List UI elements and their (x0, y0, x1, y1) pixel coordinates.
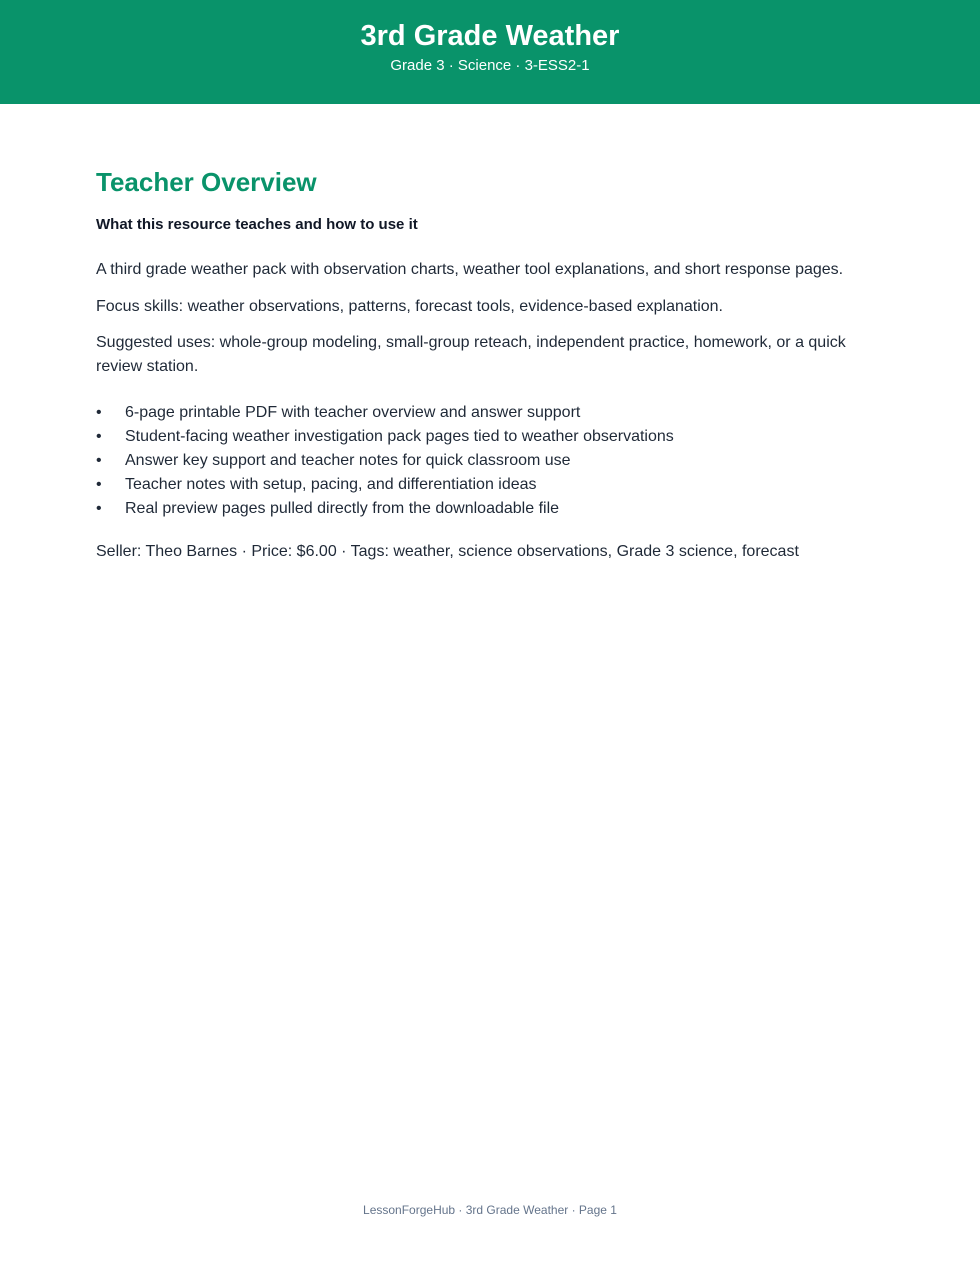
list-item-text: Teacher notes with setup, pacing, and differentiation ideas (125, 476, 537, 493)
list-item-text: 6-page printable PDF with teacher overview and answer support (125, 404, 581, 421)
list-item (96, 425, 896, 449)
list-item (96, 449, 896, 473)
list-item-text: Student-facing weather investigation pack pages tied to weather observations (125, 428, 674, 445)
list-item (96, 473, 896, 497)
list-item (96, 401, 896, 425)
document-subtitle: Grade 3 · Science · 3-ESS2-1 (390, 57, 590, 74)
section-lead: What this resource teaches and how to use it (96, 216, 418, 233)
bullet-icon: • (96, 500, 102, 517)
suggested-uses-paragraph: Suggested uses: whole-group modeling, small-group reteach, independent practice, homework, or a quick review station. (96, 334, 846, 375)
list-item (96, 497, 896, 521)
product-meta: Seller: Theo Barnes · Price: $6.00 · Tags: weather, science observations, Grade 3 science, forecast (96, 543, 799, 560)
main-content (96, 166, 896, 564)
list-item-text: Answer key support and teacher notes for quick classroom use (125, 452, 571, 469)
page-header (0, 0, 980, 104)
bullet-icon: • (96, 428, 102, 445)
document-title: 3rd Grade Weather (360, 20, 620, 52)
section-heading: Teacher Overview (96, 167, 317, 197)
feature-list (96, 401, 896, 521)
bullet-icon: • (96, 404, 102, 421)
list-item-text: Real preview pages pulled directly from the downloadable file (125, 500, 560, 517)
bullet-icon: • (96, 452, 102, 469)
bullet-icon: • (96, 476, 102, 493)
focus-skills-paragraph: Focus skills: weather observations, patterns, forecast tools, evidence-based explanation. (96, 298, 723, 315)
description-paragraph: A third grade weather pack with observation charts, weather tool explanations, and short response pages. (96, 261, 844, 278)
page-footer: LessonForgeHub · 3rd Grade Weather · Page 1 (363, 1203, 617, 1217)
